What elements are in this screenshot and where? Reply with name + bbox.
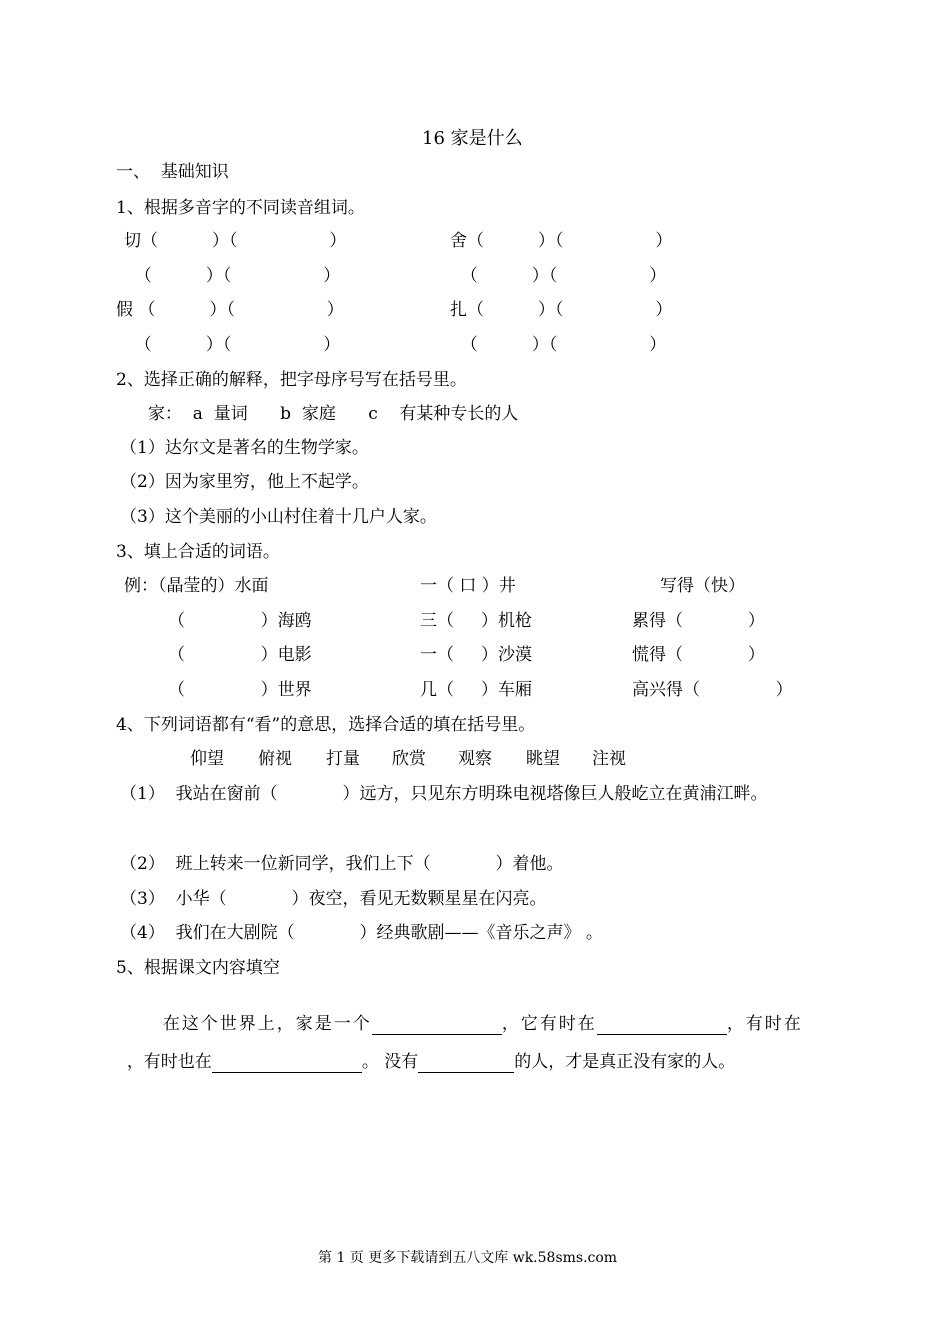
q5-text: 的人，才是真正没有家的人。 (514, 1052, 736, 1072)
q1-row-1-left: 切（ ）（ ） (124, 231, 347, 251)
q1-row-2-right: （ ）（ ） (450, 266, 667, 286)
q3-row-4-col-c: 高兴得（ ） (632, 680, 793, 700)
q4-item-1: （1） 我站在窗前（ ）远方，只见东方明珠电视塔像巨人般屹立在黄浦江畔。 (120, 784, 768, 804)
q3-row-2-col-a: （ ）海鸥 (168, 611, 312, 631)
q3-row-1-col-a: 例：（晶莹的）水面 (124, 576, 269, 596)
q1-row-4-left: （ ）（ ） (124, 335, 341, 355)
question-2-heading: 2、选择正确的解释，把字母序号写在括号里。 (116, 370, 467, 390)
q1-row-2-left: （ ）（ ） (124, 266, 341, 286)
q3-row-4-col-a: （ ）世界 (168, 680, 312, 700)
q1-row-1-right: 舍（ ）（ ） (450, 231, 673, 251)
q4-item-4: （4） 我们在大剧院（ ）经典歌剧——《音乐之声》 。 (120, 923, 603, 943)
q3-row-3-col-c: 慌得（ ） (632, 645, 765, 665)
fill-blank[interactable] (418, 1054, 514, 1073)
q3-row-3-col-b: 一（ ）沙漠 (420, 645, 533, 665)
q4-word: 注视 (592, 749, 626, 769)
question-5-heading: 5、根据课文内容填空 (116, 958, 280, 978)
question-4-heading: 4、下列词语都有“看”的意思，选择合适的填在括号里。 (116, 715, 536, 735)
q1-row-3-right: 扎（ ）（ ） (450, 300, 673, 320)
q4-word: 欣赏 (392, 749, 426, 769)
q5-text: ，它有时在 (501, 1014, 597, 1034)
q5-text: 。 没有 (361, 1052, 419, 1072)
q2-options: 家： a 量词 b 家庭 c 有某种专长的人 (148, 404, 519, 424)
question-3-heading: 3、填上合适的词语。 (116, 542, 280, 562)
q2-item-2: （2）因为家里穷，他上不起学。 (120, 472, 369, 492)
q4-word: 打量 (326, 749, 360, 769)
q1-row-4-right: （ ）（ ） (450, 335, 667, 355)
q3-row-1-col-c: 写得（快） (660, 576, 745, 596)
q5-text: 在这个世界上，家是一个 (162, 1014, 372, 1034)
q2-item-1: （1）达尔文是著名的生物学家。 (120, 438, 369, 458)
page-footer: 第 1 页 更多下载请到五八文库 wk.58sms.com (318, 1250, 618, 1266)
q3-row-3-col-a: （ ）电影 (168, 645, 312, 665)
q5-text: ，有时在 (726, 1014, 803, 1034)
q4-item-2: （2） 班上转来一位新同学，我们上下（ ）着他。 (120, 854, 564, 874)
q4-word: 观察 (458, 749, 492, 769)
q4-word: 仰望 (190, 749, 224, 769)
q4-word: 眺望 (526, 749, 560, 769)
q3-row-1-col-b: 一（ 口 ）井 (420, 576, 516, 596)
q5-line-2 (116, 1029, 735, 1073)
fill-blank[interactable] (212, 1054, 362, 1073)
q3-row-4-col-b: 几（ ）车厢 (420, 680, 533, 700)
question-1-heading: 1、根据多音字的不同读音组词。 (116, 198, 365, 218)
q5-text: ，有时也在 (126, 1052, 212, 1072)
q2-item-3: （3）这个美丽的小山村住着十几户人家。 (120, 507, 437, 527)
q1-row-3-left: 假 （ ）（ ） (116, 300, 344, 320)
q3-row-2-col-c: 累得（ ） (632, 611, 765, 631)
q4-word: 俯视 (258, 749, 292, 769)
q4-item-3: （3） 小华（ ）夜空，看见无数颗星星在闪亮。 (120, 889, 547, 909)
section-heading: 一、 基础知识 (116, 162, 229, 182)
page-title: 16 家是什么 (422, 128, 523, 149)
q3-row-2-col-b: 三（ ）机枪 (420, 611, 533, 631)
